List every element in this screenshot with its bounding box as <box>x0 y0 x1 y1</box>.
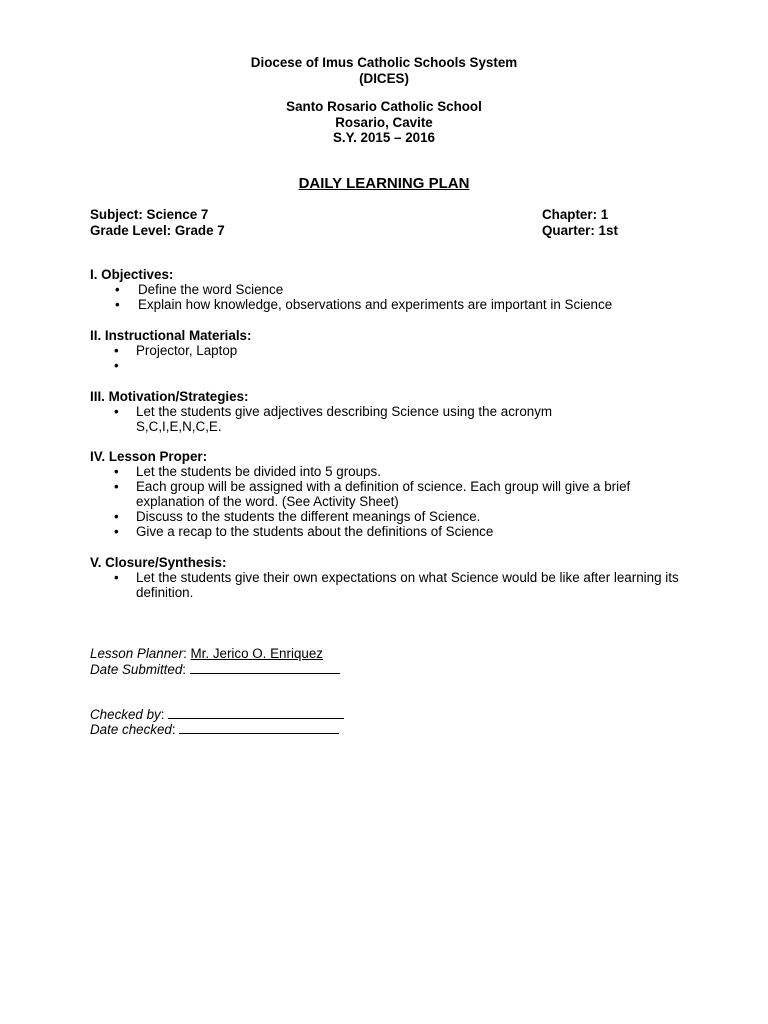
motivation-title: III. Motivation/Strategies: <box>90 389 249 404</box>
meta-right <box>542 207 618 238</box>
list-item <box>90 509 680 524</box>
quarter-field: Quarter: 1st <box>542 222 618 238</box>
grade-level-field: Grade Level: Grade 7 <box>90 222 225 238</box>
list-item <box>90 570 680 600</box>
colon: : <box>183 646 191 661</box>
closure-title: V. Closure/Synthesis: <box>90 555 227 570</box>
bullet-icon: • <box>114 464 119 479</box>
list-item <box>90 479 680 509</box>
bullet-icon: • <box>114 404 119 419</box>
checked-by-label: Checked by <box>90 707 161 722</box>
materials-title: II. Instructional Materials: <box>90 328 252 343</box>
diocese-name: Diocese of Imus Catholic Schools System <box>250 55 518 70</box>
list-item <box>90 464 680 479</box>
meta-left <box>90 207 225 238</box>
materials-list <box>90 343 690 373</box>
lesson-list <box>90 464 680 539</box>
bullet-icon: • <box>114 358 119 373</box>
lesson-planner-line <box>90 646 323 661</box>
lesson-planner-name: Mr. Jerico O. Enriquez <box>190 646 323 661</box>
lesson-text: Discuss to the students the different meanings of Science. <box>136 509 481 524</box>
list-item <box>90 358 690 373</box>
checked-by-line <box>90 706 344 722</box>
school-location: Rosario, Cavite <box>335 114 433 130</box>
school-name: Santo Rosario Catholic School <box>286 99 482 114</box>
subject-field: Subject: Science 7 <box>90 207 209 222</box>
date-checked-label: Date checked <box>90 722 172 737</box>
lesson-planner-label: Lesson Planner <box>90 646 184 661</box>
lesson-title: IV. Lesson Proper: <box>90 449 208 464</box>
bullet-icon: • <box>114 509 119 524</box>
material-text: Projector, Laptop <box>136 343 238 358</box>
motivation-list <box>90 404 630 434</box>
objectives-list <box>90 282 690 312</box>
lesson-text: Give a recap to the students about the definitions of Science <box>136 524 494 539</box>
chapter-field: Chapter: 1 <box>542 207 609 222</box>
date-submitted-line <box>90 661 340 677</box>
bullet-icon: • <box>115 282 120 297</box>
objectives-title: I. Objectives: <box>90 267 174 282</box>
list-item <box>90 282 690 297</box>
date-submitted-label: Date Submitted <box>90 662 183 677</box>
diocese-acronym: (DICES) <box>359 70 409 86</box>
list-item <box>90 297 690 312</box>
list-item <box>90 404 630 434</box>
lesson-text: Let the students be divided into 5 groups. <box>136 464 381 479</box>
list-item <box>90 343 690 358</box>
bullet-icon: • <box>114 479 119 494</box>
date-submitted-blank <box>190 661 340 674</box>
closure-list <box>90 570 680 600</box>
school-header <box>0 99 768 146</box>
date-checked-line <box>90 721 339 737</box>
lesson-text: Each group will be assigned with a definition of science. Each group will give a brief explanation of the word. (See Activity Sheet) <box>136 479 631 509</box>
page-title-text: DAILY LEARNING PLAN <box>298 175 470 192</box>
objective-text: Explain how knowledge, observations and experiments are important in Science <box>138 297 613 312</box>
bullet-icon: • <box>114 524 119 539</box>
bullet-icon: • <box>114 570 119 585</box>
colon: : <box>171 722 180 737</box>
closure-text: Let the students give their own expectations on what Science would be like after learning its definition. <box>136 570 679 600</box>
checked-by-blank <box>168 706 344 719</box>
school-year: S.Y. 2015 – 2016 <box>332 130 435 145</box>
diocese-header <box>0 55 768 86</box>
list-item <box>90 524 680 539</box>
page-title <box>0 176 768 191</box>
bullet-icon: • <box>115 297 120 312</box>
date-checked-blank <box>179 721 339 734</box>
objective-text: Define the word Science <box>138 282 284 297</box>
motivation-text: Let the students give adjectives describing Science using the acronym S,C,I,E,N,C,E. <box>136 404 553 434</box>
colon: : <box>182 662 190 677</box>
bullet-icon: • <box>114 343 119 358</box>
colon: : <box>160 707 169 722</box>
